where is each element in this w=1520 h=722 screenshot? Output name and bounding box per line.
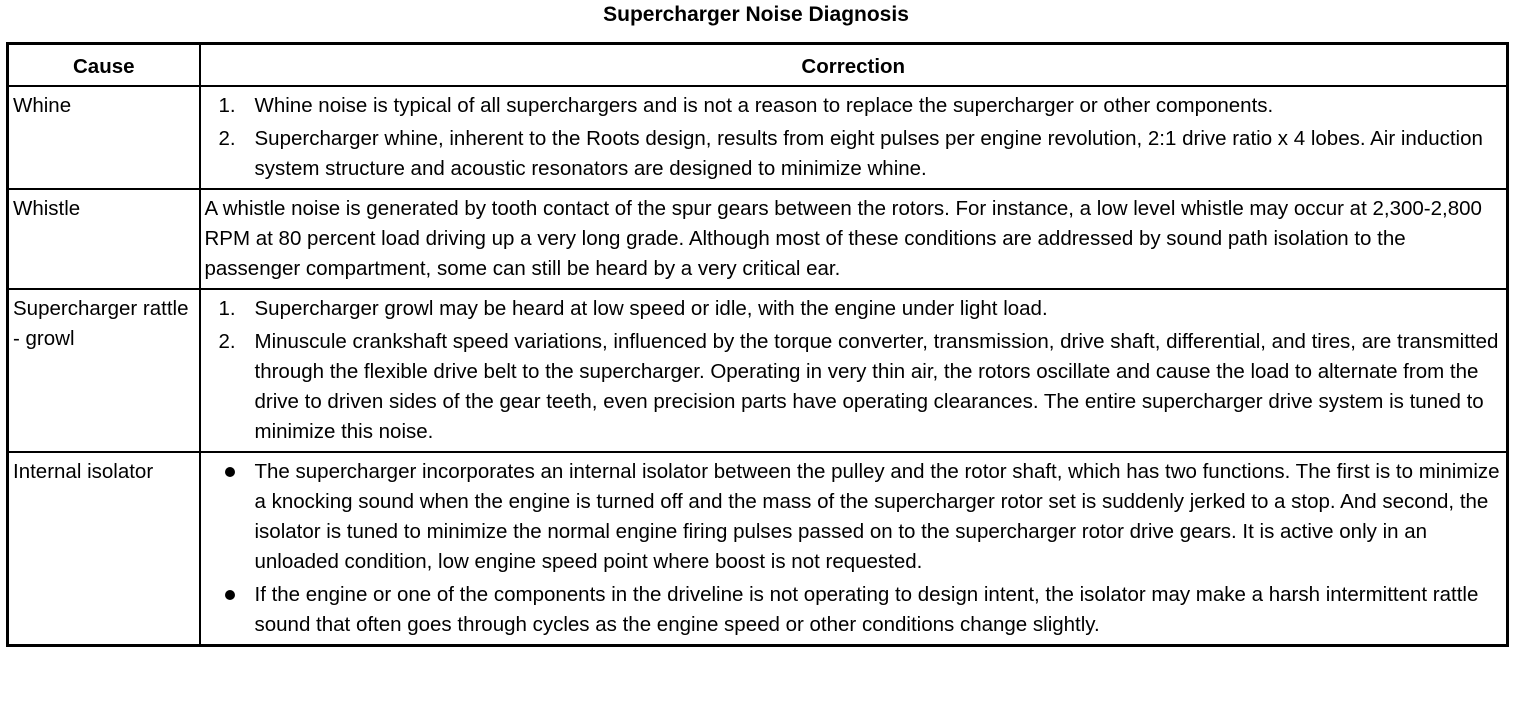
table-row-whistle: [8, 189, 1508, 289]
correction-cell: [200, 189, 1508, 289]
list-item-text: Whine noise is typical of all superchargers and is not a reason to replace the supercharger or other components.: [254, 94, 1274, 117]
list-item: [205, 580, 1501, 640]
cause-cell: Internal isolator: [8, 452, 200, 646]
table-row-whine: [8, 86, 1508, 189]
page-title: Supercharger Noise Diagnosis: [603, 3, 909, 26]
list-item-text: Supercharger whine, inherent to the Roots design, results from eight pulses per engine revolution, 2:1 drive ratio x 4 lobes. Air induction system structure and acoustic resonators are designed to minimize whine.: [254, 127, 1483, 180]
list-item-text: Supercharger growl may be heard at low speed or idle, with the engine under light load.: [254, 297, 1048, 320]
list-number: 2.: [218, 127, 236, 150]
list-number: 2.: [218, 330, 236, 353]
header-row: [8, 44, 1508, 87]
list-item-text: If the engine or one of the components in the driveline is not operating to design intent, the isolator may make a harsh intermittent rattle sound that often goes through cycles as the engine speed or other conditions change slightly.: [254, 583, 1479, 636]
cause-cell: Whine: [8, 86, 200, 189]
numbered-list: [205, 91, 1501, 184]
column-header-cause: Cause: [8, 44, 200, 87]
list-number: 1.: [218, 94, 236, 117]
correction-cell: [200, 452, 1508, 646]
cause-cell: Supercharger rattle - growl: [8, 289, 200, 452]
bullet-icon: [225, 590, 235, 600]
diagnosis-table: [6, 42, 1509, 647]
correction-cell: [200, 289, 1508, 452]
table-row-rattle-growl: [8, 289, 1508, 452]
cause-cell: Whistle: [8, 189, 200, 289]
bullet-list: [205, 457, 1501, 640]
list-item-text: Minuscule crankshaft speed variations, influenced by the torque converter, transmission, drive shaft, differential, and tires, are transmitted through the flexible drive belt to the supercharger. Operating in very thin air, the rotors oscillate and cause the load to alternate from the drive to driven sides of the gear teeth, even precision parts have operating clearances. The entire supercharger drive system is tuned to minimize this noise.: [254, 330, 1499, 443]
column-header-correction: Correction: [200, 44, 1508, 87]
list-number: 1.: [218, 297, 236, 320]
correction-cell: [200, 86, 1508, 189]
correction-text: A whistle noise is generated by tooth contact of the spur gears between the rotors. For instance, a low level whistle may occur at 2,300-2,800 RPM at 80 percent load driving up a very long grade. Although most of these conditions are addressed by sound path isolation to the passenger compartment, some can still be heard by a very critical ear.: [204, 197, 1482, 280]
list-item: [205, 124, 1501, 184]
table-row-internal-isolator: [8, 452, 1508, 646]
list-item: [205, 294, 1501, 324]
numbered-list: [205, 294, 1501, 447]
list-item: [205, 457, 1501, 577]
list-item: [205, 91, 1501, 121]
bullet-icon: [225, 467, 235, 477]
list-item: [205, 327, 1501, 447]
list-item-text: The supercharger incorporates an internal isolator between the pulley and the rotor shaft, which has two functions. The first is to minimize a knocking sound when the engine is turned off and the mass of the supercharger rotor set is suddenly jerked to a stop. And second, the isolator is tuned to minimize the normal engine firing pulses passed on to the supercharger rotor drive gears. It is active only in an unloaded condition, low engine speed point where boost is not requested.: [254, 460, 1500, 573]
